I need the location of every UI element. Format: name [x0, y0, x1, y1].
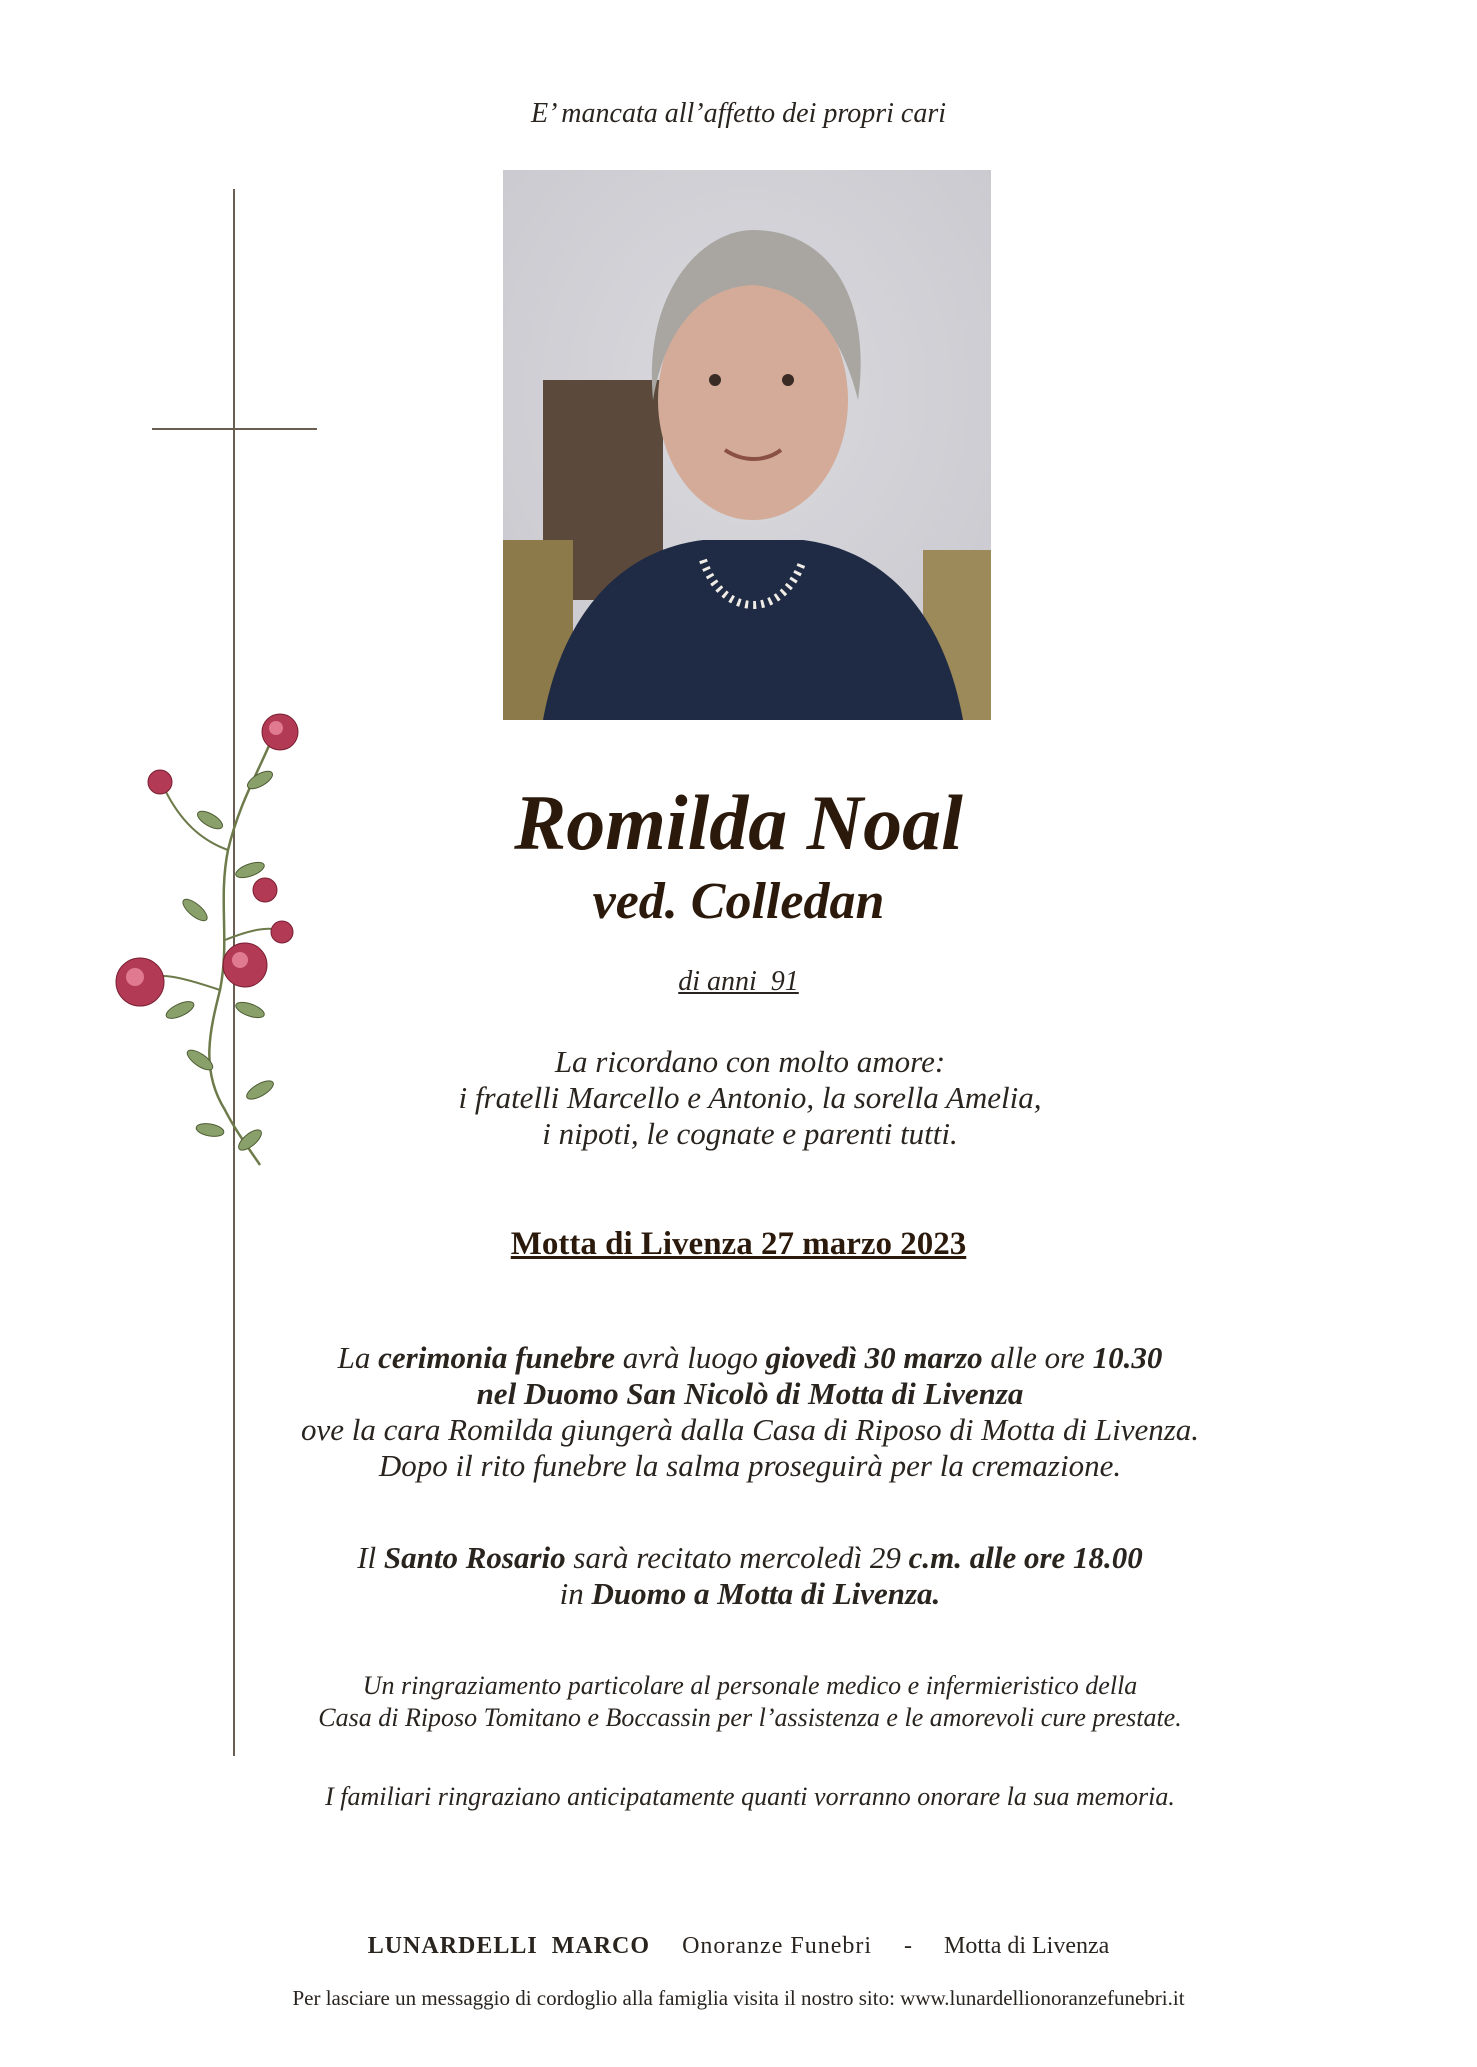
rosary-text: in [559, 1576, 592, 1611]
rosary-line-2 [230, 1576, 1270, 1612]
ceremony-text: avrà luogo [614, 1340, 766, 1375]
ceremony-line-3: ove la cara Romilda giungerà dalla Casa di Riposo di Motta di Livenza. [300, 1412, 1200, 1447]
thanks-block [230, 1670, 1270, 1734]
footer-separator: - [904, 1933, 913, 1959]
rosary-title: Santo Rosario [383, 1540, 566, 1575]
funeral-home-town: Motta di Livenza [944, 1933, 1110, 1959]
footer-website-note: Per lasciare un messaggio di cordoglio alla famiglia visita il nostro sito: www.lunardellionoranzefunebri.it [292, 1986, 1185, 2010]
thanks-line: Casa di Riposo Tomitano e Boccassin per l’assistenza e le amorevoli cure prestate. [318, 1703, 1182, 1732]
remembrance-line: La ricordano con molto amore: [554, 1044, 946, 1079]
remembrance-line: i fratelli Marcello e Antonio, la sorella Amelia, [458, 1080, 1042, 1115]
funeral-home-service: Onoranze Funebri [682, 1933, 873, 1959]
ceremony-time: 10.30 [1092, 1340, 1163, 1375]
rosary-time: c.m. alle ore 18.00 [908, 1540, 1143, 1575]
funeral-home-name: LUNARDELLI MARCO [367, 1933, 651, 1959]
footer-brand-line [0, 1933, 1477, 1960]
remembrance-line: i nipoti, le cognate e parenti tutti. [542, 1116, 958, 1151]
portrait-photo [503, 170, 991, 720]
rosary-block [230, 1540, 1270, 1612]
place-and-date: Motta di Livenza 27 marzo 2023 [510, 1226, 967, 1262]
thanks-line: Un ringraziamento particolare al personale medico e infermieristico della [362, 1671, 1138, 1700]
ceremony-line-4: Dopo il rito funebre la salma proseguirà per la cremazione. [378, 1448, 1122, 1483]
rosary-location: Duomo a Motta di Livenza. [591, 1576, 941, 1611]
cross-horizontal-line [152, 428, 317, 430]
ceremony-line-2 [230, 1376, 1270, 1412]
ceremony-block [230, 1340, 1270, 1484]
deceased-widow-of: ved. Colledan [592, 873, 885, 930]
ceremony-location: nel Duomo San Nicolò di Motta di Livenza [476, 1376, 1024, 1411]
intro-heading: E’ mancata all’affetto dei propri cari [530, 98, 947, 129]
ceremony-text: La [337, 1340, 379, 1375]
rosary-line-1 [230, 1540, 1270, 1576]
final-note: I familiari ringraziano anticipatamente quanti vorranno onorare la sua memoria. [325, 1782, 1175, 1811]
ceremony-text-bold: cerimonia funebre [378, 1340, 615, 1375]
remembrance-block [230, 1044, 1270, 1152]
age-text: di anni 91 [678, 966, 799, 997]
rosary-text: Il [357, 1540, 384, 1575]
rosary-text: sarà recitato mercoledì 29 [565, 1540, 909, 1575]
ceremony-text: alle ore [982, 1340, 1093, 1375]
ceremony-line-1 [230, 1340, 1270, 1376]
ceremony-date: giovedì 30 marzo [765, 1340, 983, 1375]
deceased-name: Romilda Noal [514, 779, 963, 866]
deceased-age [0, 966, 1477, 998]
